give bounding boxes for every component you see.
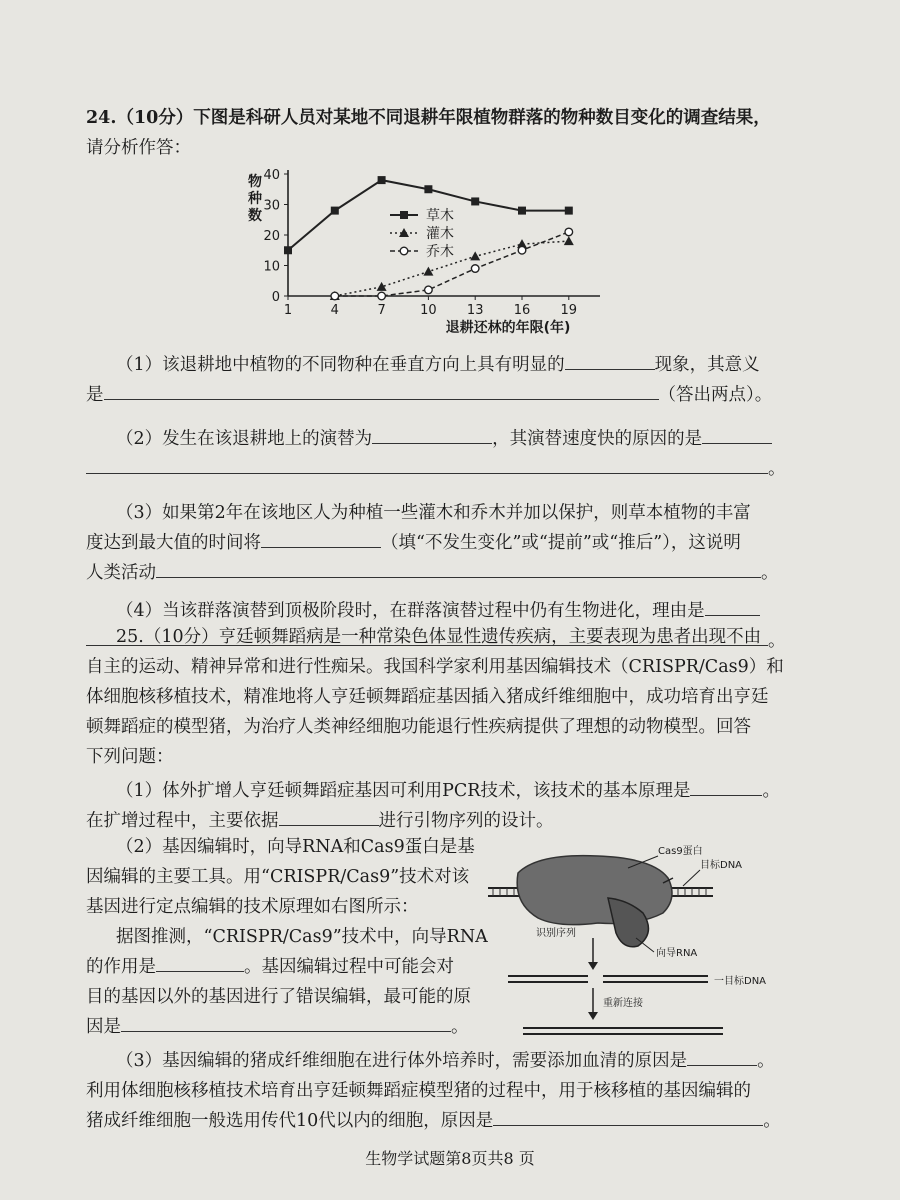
- q24-part3-cont2: 人类活动 。: [86, 558, 786, 588]
- answer-blank[interactable]: [702, 425, 772, 444]
- page-footer: 生物学试题第8页共8 页: [365, 1149, 535, 1168]
- y-tick-label: 30: [263, 198, 280, 214]
- answer-blank[interactable]: [261, 529, 381, 548]
- q25-line5: 下列问题：: [86, 747, 174, 767]
- q24-intro-line2: 请分析作答：: [86, 138, 191, 158]
- answer-blank[interactable]: [86, 455, 768, 474]
- q25-line4: 顿舞蹈症的模型猪，为治疗人类神经细胞功能退行性疾病提供了理想的动物模型。回答: [86, 717, 751, 737]
- q24-part4: （4）当该群落演替到顶极阶段时，在群落演替过程中仍有生物进化，理由是: [86, 596, 786, 626]
- answer-blank[interactable]: [687, 1047, 757, 1066]
- answer-blank[interactable]: [493, 1107, 763, 1126]
- y-ticks: [263, 168, 288, 305]
- data-point-square: [378, 176, 386, 184]
- answer-blank[interactable]: [705, 597, 760, 616]
- q25-part3-line3: 猪成纤维细胞一般选用传代10代以内的细胞，原因是 。: [86, 1106, 786, 1136]
- y-axis-label: [247, 173, 262, 224]
- data-point-square: [471, 197, 479, 205]
- data-point-circle: [378, 292, 386, 300]
- data-point-triangle: [564, 236, 574, 245]
- y-tick-label: 0: [271, 290, 280, 305]
- x-tick-label: 16: [513, 303, 531, 318]
- q24-intro-line1: 24.（10分）下图是科研人员对某地不同退耕年限植物群落的物种数目变化的调查结果，: [86, 108, 771, 128]
- q25-part1: [86, 776, 786, 836]
- x-axis-label: 退耕还林的年限(年): [445, 320, 571, 336]
- legend-label: 草木: [426, 208, 454, 224]
- q25-line3: 体细胞核移植技术，精准地将人亨廷顿舞蹈症基因插入猪成纤维细胞中，成功培育出亨廷: [86, 687, 769, 707]
- q25-line1: 25.（10分）亨廷顿舞蹈病是一种常染色体显性遗传疾病，主要表现为患者出现不由: [116, 627, 762, 647]
- y-tick-label: 40: [263, 168, 280, 183]
- data-point-square: [424, 185, 432, 193]
- cas9-protein-shape: [517, 856, 672, 925]
- q25-part2: [86, 832, 488, 1042]
- q24-part4-cont: 。: [86, 626, 786, 656]
- q25-part2-line1: （2）基因编辑时，向导RNA和Cas9蛋白是基: [116, 837, 475, 857]
- x-tick-label: 13: [466, 303, 484, 318]
- target-dna-label: 目标DNA: [700, 860, 743, 871]
- reconnect-label: 重新连接: [603, 998, 643, 1009]
- q25-line2: 自主的运动、精神异常和进行性痴呆。我国科学家利用基因编辑技术（CRISPR/Cas9）和: [86, 657, 784, 677]
- q24-intro: [86, 103, 786, 163]
- recognition-seq-label: 识别序列: [536, 928, 576, 939]
- answer-blank[interactable]: [565, 351, 655, 370]
- q25-part1-line2: 在扩增过程中，主要依据 进行引物序列的设计。: [86, 806, 786, 836]
- x-tick-label: 1: [283, 303, 293, 318]
- q25-part3: [86, 1046, 786, 1136]
- x-tick-label: 4: [330, 303, 339, 318]
- answer-blank[interactable]: [104, 381, 659, 400]
- data-point-triangle: [470, 251, 480, 260]
- y-axis-label-char: 数: [248, 208, 262, 224]
- y-tick-label: 10: [263, 259, 280, 275]
- rejoined-dna-strand: [523, 1028, 723, 1034]
- q25-part3-line2: 利用体细胞核移植技术培育出亨廷顿舞蹈症模型猪的过程中，用于核移植的基因编辑的: [86, 1081, 751, 1101]
- target-dna-label-2: 一目标DNA: [714, 976, 767, 987]
- data-point-circle: [331, 292, 339, 300]
- q25-part2-line4: 据图推测，“CRISPR/Cas9”技术中，向导RNA: [116, 927, 488, 947]
- data-point-circle: [471, 265, 479, 273]
- q25-part2-line7: 因是 。: [86, 1012, 476, 1042]
- data-point-square: [400, 211, 408, 219]
- data-point-circle: [518, 246, 526, 254]
- x-tick-label: 10: [420, 303, 437, 318]
- q24-part2: （2）发生在该退耕地上的演替为 ，其演替速度快的原因的是: [86, 424, 786, 454]
- y-axis-label-char: 物: [248, 174, 262, 190]
- x-tick-label: 19: [560, 303, 578, 318]
- guide-rna-label: 向导RNA: [656, 948, 698, 959]
- cut-dna-strands: [508, 976, 708, 982]
- data-point-square: [331, 207, 339, 215]
- chart-legend: [390, 207, 454, 260]
- q24-part1-cont: 是 （答出两点）。: [86, 380, 786, 410]
- answer-blank[interactable]: [156, 559, 761, 578]
- y-axis-label-char: 种: [248, 191, 262, 207]
- data-point-square: [565, 207, 573, 215]
- x-tick-label: 7: [377, 303, 386, 318]
- q25-part1-line1: （1）体外扩增人亨廷顿舞蹈症基因可利用PCR技术，该技术的基本原理是 。: [86, 776, 786, 806]
- y-tick-label: 20: [263, 229, 280, 244]
- q25-part2-line3: 基因进行定点编辑的技术原理如右图所示：: [86, 897, 419, 917]
- answer-blank[interactable]: [156, 953, 244, 972]
- data-point-square: [518, 207, 526, 215]
- data-point-circle: [400, 247, 408, 255]
- q25-part2-line2: 因编辑的主要工具。用“CRISPR/Cas9”技术对该: [86, 867, 470, 887]
- q25-intro: [86, 622, 786, 772]
- q24-part3: （3）如果第2年在该地区人为种植一些灌木和乔木并加以保护，则草本植物的丰富: [116, 503, 751, 523]
- answer-blank[interactable]: [279, 807, 379, 826]
- data-point-circle: [425, 286, 433, 294]
- answer-blank[interactable]: [372, 425, 492, 444]
- species-count-chart: [240, 160, 640, 340]
- cas9-label: Cas9蛋白: [658, 846, 703, 857]
- q25-part3-line1: （3）基因编辑的猪成纤维细胞在进行体外培养时，需要添加血清的原因是 。: [86, 1046, 786, 1076]
- data-point-circle: [565, 228, 573, 236]
- q25-part2-line6: 目的基因以外的基因进行了错误编辑，最可能的原: [86, 987, 471, 1007]
- q24-questions: [86, 350, 786, 656]
- answer-blank[interactable]: [121, 1013, 451, 1032]
- data-point-square: [284, 246, 292, 254]
- x-ticks: [284, 296, 577, 318]
- legend-label: 乔木: [426, 244, 454, 260]
- q24-part1: （1）该退耕地中植物的不同物种在垂直方向上具有明显的 现象，其意义: [86, 350, 786, 380]
- q24-part2-cont: 。: [86, 454, 786, 484]
- answer-blank[interactable]: [690, 777, 762, 796]
- q25-part2-line5: 的作用是 。基因编辑过程中可能会对: [86, 952, 476, 982]
- q24-part3-cont: 度达到最大值的时间将 （填“不发生变化”或“提前”或“推后”），这说明: [86, 528, 786, 558]
- crispr-diagram: [478, 838, 798, 1048]
- legend-label: 灌木: [426, 226, 454, 242]
